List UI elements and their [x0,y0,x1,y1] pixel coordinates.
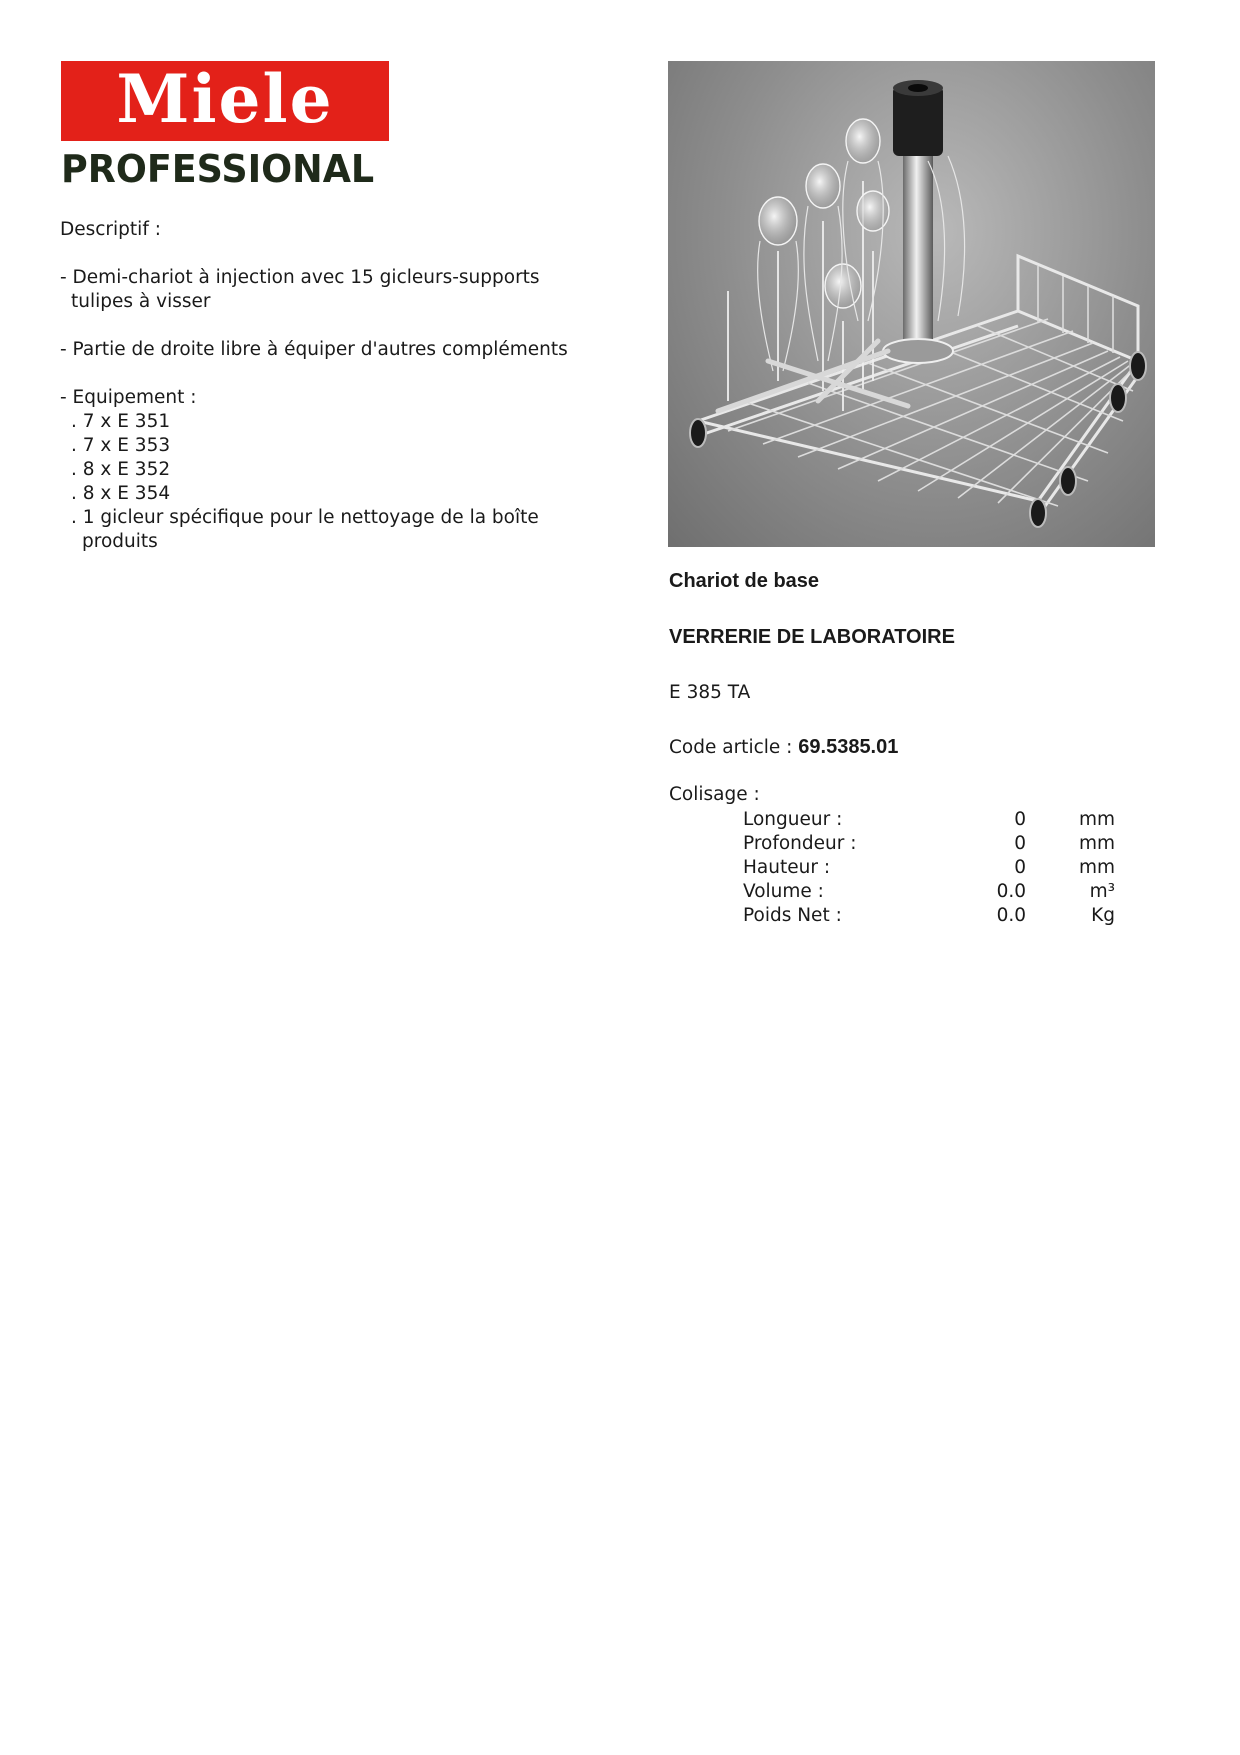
packaging-row [743,880,1123,904]
packaging-label: Hauteur : [743,857,831,878]
product-model: E 385 TA [669,682,751,703]
miele-professional-logo [61,61,389,191]
packaging-unit: mm [1078,833,1115,854]
packaging-row [743,832,1123,856]
packaging-unit: mm [1078,857,1115,878]
packaging-value: 0.0 [996,905,1026,926]
description-heading: Descriptif : [60,219,161,240]
wire-rack-illustration [668,61,1155,547]
equipment-item: . 7 x E 351 [71,411,171,432]
packaging-value: 0 [1014,809,1026,830]
equipment-item-cont: produits [82,531,158,552]
product-photo [668,61,1155,547]
equipment-item: . 1 gicleur spécifique pour le nettoyage de la boîte [71,507,539,528]
packaging-label: Volume : [743,881,824,902]
colisage-heading: Colisage : [669,784,760,805]
equipment-heading: - Equipement : [60,387,197,408]
packaging-row [743,904,1123,928]
equipment-item: . 8 x E 352 [71,459,171,480]
logo-brand-text: Miele [116,60,334,138]
packaging-row [743,856,1123,880]
packaging-row [743,808,1123,832]
description-item-1-cont: tulipes à visser [71,291,211,312]
packaging-unit: Kg [1091,905,1115,926]
logo-line-text: PROFESSIONAL [61,147,375,191]
packaging-value: 0 [1014,857,1026,878]
packaging-label: Profondeur : [743,833,857,854]
packaging-value: 0 [1014,833,1026,854]
article-code-label: Code article : [669,737,799,758]
description-block [60,218,600,554]
packaging-label: Longueur : [743,809,843,830]
packaging-table [743,808,1123,928]
equipment-item: . 8 x E 354 [71,483,171,504]
packaging-unit: m³ [1089,881,1115,902]
logo-brand-box [61,61,389,141]
packaging-unit: mm [1078,809,1115,830]
equipment-item: . 7 x E 353 [71,435,171,456]
product-category: VERRERIE DE LABORATOIRE [669,626,955,648]
description-item-1: - Demi-chariot à injection avec 15 gicleurs-supports [60,267,540,288]
packaging-label: Poids Net : [743,905,842,926]
packaging-value: 0.0 [996,881,1026,902]
product-title: Chariot de base [669,570,820,592]
article-code-value: 69.5385.01 [798,736,899,758]
description-item-2: - Partie de droite libre à équiper d'autres compléments [60,339,568,360]
article-code [669,736,1169,759]
